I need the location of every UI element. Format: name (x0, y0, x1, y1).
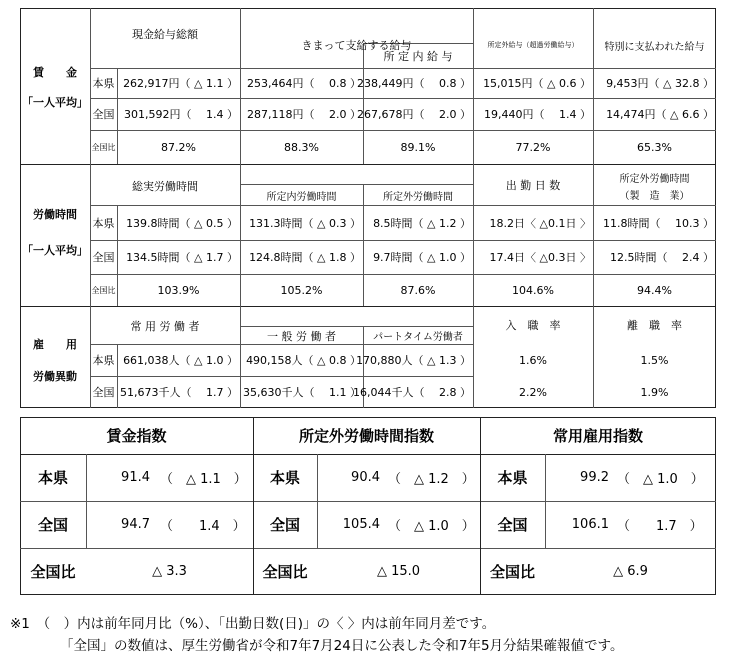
index-row-label-prefecture: 本県 (269, 469, 300, 487)
hours-pref-overtime: 8.5時間（ △ 1.2 ） (373, 216, 471, 230)
hours-ratio-scheduled: 105.2% (280, 283, 323, 297)
hours-nat-actual: 134.5時間（ △ 1.7 ） (126, 251, 238, 264)
row-label-prefecture: 本県 (92, 77, 115, 90)
header-mfg-label: （製 造 業） (619, 190, 690, 202)
ot-index-nat-value: 105.4 (342, 517, 380, 532)
wage-pref-special: 9,453円（ △ 32.8 ） (606, 77, 714, 90)
emp-pref-entry: 1.6% (519, 353, 547, 367)
wage-ratio-special: 65.3% (637, 140, 672, 154)
index-row-label-prefecture: 本県 (497, 469, 528, 487)
header-wage-index: 賃金指数 (106, 427, 167, 445)
hours-nat-mfg: 12.5時間（ 2.4 ） (610, 251, 714, 264)
emp-pref-general: 490,158人（ △ 0.8 ） (246, 354, 361, 367)
header-regular-workers: 常 用 労 働 者 (130, 320, 200, 333)
header-employment-index: 常用雇用指数 (552, 427, 643, 445)
index-row-label-ratio: 全国比 (489, 563, 535, 581)
emp-index-nat-value: 106.1 (571, 517, 609, 532)
wage-index-nat-value: 94.7 (121, 517, 150, 532)
index-row-label-national: 全国 (497, 516, 528, 534)
header-attendance-days: 出 勤 日 数 (505, 179, 561, 192)
emp-index-ratio: △ 6.9 (613, 564, 648, 579)
wage-nat-overtime: 19,440円（ 1.4 ） (484, 108, 591, 121)
ot-index-pref-value: 90.4 (351, 470, 380, 485)
header-entry-rate: 入 職 率 (505, 319, 561, 332)
index-row-label-prefecture: 本県 (37, 469, 68, 487)
header-overtime-pay: 所定外給与（超過労働給与） (487, 41, 579, 49)
header-parttime-workers: パートタイム労働者 (373, 332, 463, 343)
emp-nat-parttime: 16,044千人（ 2.8 ） (353, 386, 471, 399)
wage-side-sublabel: 「一人平均」 (22, 96, 88, 109)
hours-ratio-mfg: 94.4% (637, 283, 672, 297)
row-label-ratio: 全国比 (91, 285, 116, 295)
hours-pref-actual: 139.8時間（ △ 0.5 ） (126, 216, 238, 230)
index-row-label-ratio: 全国比 (30, 563, 76, 581)
row-label-national: 全国 (92, 108, 115, 121)
header-scheduled-pay: 所 定 内 給 与 (383, 50, 453, 63)
emp-index-pref-change: （ △ 1.0 ） (617, 472, 704, 487)
header-mfg-overtime: 所定外労働時間 (619, 173, 690, 185)
header-special-pay: 特別に支払われた給与 (604, 41, 705, 53)
row-label-prefecture: 本県 (92, 354, 115, 367)
ot-index-nat-change: （ △ 1.0 ） (388, 519, 475, 534)
hours-nat-overtime: 9.7時間（ △ 1.0 ） (373, 251, 471, 264)
index-row-label-national: 全国 (269, 516, 300, 534)
employment-side-label: 雇 用 (33, 338, 77, 351)
wage-ratio-scheduled: 89.1% (400, 140, 436, 154)
emp-nat-entry: 2.2% (519, 385, 547, 399)
hours-side-label: 労働時間 (33, 208, 77, 221)
header-leave-rate: 離 職 率 (627, 319, 682, 332)
row-label-ratio: 全国比 (91, 142, 116, 152)
ot-index-pref-change: （ △ 1.2 ） (388, 472, 475, 487)
header-regular-pay: きまって支給する給与 (301, 39, 412, 52)
wage-ratio-total: 87.2% (161, 140, 196, 154)
emp-nat-leave: 1.9% (640, 385, 669, 399)
wage-nat-total: 301,592円（ 1.4 ） (124, 108, 238, 121)
wage-side-label: 賃 金 (33, 66, 77, 79)
emp-pref-leave: 1.5% (640, 353, 669, 367)
wage-nat-regular: 287,118円（ 2.0 ） (247, 108, 361, 121)
row-label-prefecture: 本県 (92, 216, 115, 230)
ot-index-ratio: △ 15.0 (376, 564, 421, 579)
header-total-pay: 現金給与総額 (132, 28, 198, 41)
wage-ratio-overtime: 77.2% (515, 140, 551, 154)
wage-index-pref-change: （ △ 1.1 ） (160, 472, 247, 487)
employment-side-sublabel: 労働異動 (33, 370, 77, 383)
wage-index-pref-value: 91.4 (121, 470, 150, 485)
wage-index-ratio: △ 3.3 (152, 564, 187, 579)
wage-pref-overtime: 15,015円（ △ 0.6 ） (483, 77, 591, 90)
hours-ratio-overtime: 87.6% (400, 283, 436, 297)
index-row-label-national: 全国 (37, 516, 68, 534)
hours-pref-scheduled: 131.3時間（ △ 0.3 ） (249, 216, 361, 230)
emp-index-nat-change: （ 1.7 ） (617, 519, 703, 534)
hours-side-sublabel: 「一人平均」 (22, 244, 88, 257)
header-overtime-index: 所定外労働時間指数 (298, 427, 434, 445)
row-label-national: 全国 (92, 251, 115, 264)
footnote-2: 「全国」の数値は、厚生労働省が令和7年7月24日に公表した令和7年5月分結果確報値です。 (60, 638, 624, 654)
header-general-workers: 一 般 労 働 者 (267, 329, 336, 343)
header-actual-hours: 総実労働時間 (132, 180, 198, 193)
emp-pref-regular: 661,038人（ △ 1.0 ） (123, 354, 238, 367)
wage-pref-regular: 253,464円（ 0.8 ） (247, 77, 361, 90)
emp-index-pref-value: 99.2 (580, 470, 609, 485)
emp-nat-general: 35,630千人（ 1.1 ） (243, 386, 361, 399)
emp-pref-parttime: 170,880人（ △ 1.3 ） (356, 354, 471, 367)
hours-nat-scheduled: 124.8時間（ △ 1.8 ） (249, 251, 361, 264)
wage-nat-scheduled: 267,678円（ 2.0 ） (357, 108, 471, 121)
wage-ratio-regular: 88.3% (284, 140, 319, 154)
hours-pref-mfg: 11.8時間（ 10.3 ） (603, 216, 714, 230)
wage-index-nat-change: （ 1.4 ） (160, 519, 246, 534)
emp-nat-regular: 51,673千人（ 1.7 ） (120, 386, 238, 399)
wage-pref-total: 262,917円（ △ 1.1 ） (123, 77, 238, 90)
wage-pref-scheduled: 238,449円（ 0.8 ） (357, 77, 471, 90)
hours-ratio-days: 104.6% (512, 283, 554, 297)
header-scheduled-hours: 所定内労働時間 (266, 191, 337, 203)
hours-nat-days: 17.4日〈 △0.3日 〉 (489, 251, 591, 264)
hours-pref-days: 18.2日〈 △0.1日 〉 (489, 216, 591, 230)
index-row-label-ratio: 全国比 (262, 563, 308, 581)
header-overtime-hours: 所定外労働時間 (383, 191, 453, 203)
footnote-1: ※1 （ ）内は前年同月比（%）、「出勤日数(日)」の〈 〉内は前年同月差です。 (10, 616, 496, 632)
hours-ratio-actual: 103.9% (157, 283, 200, 297)
row-label-national: 全国 (92, 386, 115, 399)
wage-nat-special: 14,474円（ △ 6.6 ） (606, 108, 714, 121)
